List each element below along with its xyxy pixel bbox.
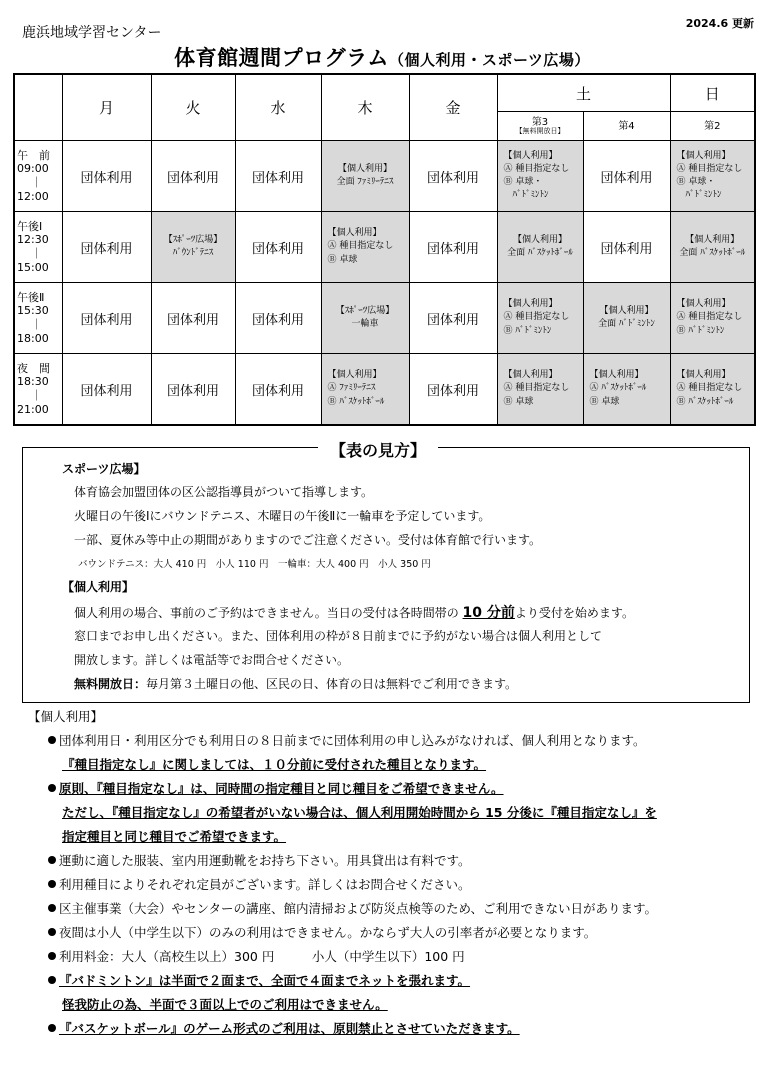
note-item xyxy=(62,827,286,845)
time-text: ｜ xyxy=(31,318,42,331)
program-line: Ⓑ ﾊﾞﾄﾞﾐﾝﾄﾝ xyxy=(676,325,725,336)
schedule-cell xyxy=(321,283,409,354)
center-name: 鹿浜地域学習センター xyxy=(22,25,162,41)
note-item xyxy=(48,971,470,989)
time-slot-label xyxy=(14,283,62,354)
bullet-icon xyxy=(48,952,56,960)
note-text: 利用種目によりそれぞれ定員がございます。詳しくはお問合せください。 xyxy=(59,877,471,892)
bullet-icon xyxy=(48,784,56,792)
group-use-label: 団体利用 xyxy=(251,312,304,328)
schedule-cell xyxy=(235,141,321,212)
legend-line: 窓口までお申し出ください。また、団体利用の枠が８日前までに予約がない場合は個人利用として xyxy=(74,629,603,643)
program-line: Ⓑ ﾊﾞｽｹｯﾄﾎﾞｰﾙ xyxy=(676,396,734,407)
program-line: 【個人利用】 xyxy=(676,370,731,381)
note-item xyxy=(48,1019,520,1037)
day-header: 月 xyxy=(62,74,151,141)
program-line: 全面 ﾊﾞｽｹｯﾄﾎﾞｰﾙ xyxy=(679,248,746,258)
schedule-cell xyxy=(235,212,321,283)
time-slot-row xyxy=(14,283,755,354)
schedule-cell xyxy=(235,354,321,426)
schedule-cell xyxy=(497,283,583,354)
legend-title: 【表の見方】 xyxy=(318,438,438,461)
program-line: Ⓑ 卓球 xyxy=(327,254,358,265)
sports-fees: バウンドテニス：大人 410 円 小人 110 円 一輪車：大人 400 円 小人 350 円 xyxy=(78,559,431,570)
time-text: ｜ xyxy=(31,176,42,189)
legend-line: 一部、夏休み等中止の期間がありますのでご注意ください。受付は体育館で行います。 xyxy=(74,533,542,547)
time-slot-label xyxy=(14,141,62,212)
program-line: Ⓑ 卓球 xyxy=(503,396,534,407)
sat-week-header: 第4 xyxy=(583,112,670,141)
group-use-label: 団体利用 xyxy=(251,383,304,399)
schedule-cell xyxy=(409,283,497,354)
time-text: ｜ xyxy=(31,247,42,260)
schedule-cell xyxy=(409,141,497,212)
time-slot-label xyxy=(14,354,62,426)
time-slot-label xyxy=(14,212,62,283)
program-line: Ⓐ ﾌｧﾐﾘｰﾃﾆｽ xyxy=(327,383,376,394)
bullet-icon xyxy=(48,880,56,888)
schedule-cell xyxy=(670,354,755,426)
schedule-cell xyxy=(151,354,235,426)
program-line: 【個人利用】 xyxy=(503,150,558,161)
schedule-cell xyxy=(670,283,755,354)
time-text: 12:00 xyxy=(17,189,49,203)
note-item xyxy=(62,803,657,821)
group-use-label: 団体利用 xyxy=(80,383,133,399)
updated-date: 2024.6 更新 xyxy=(685,17,754,30)
program-line: ﾊﾞﾄﾞﾐﾝﾄﾝ xyxy=(676,190,722,201)
schedule-cell xyxy=(670,141,755,212)
schedule-cell xyxy=(321,212,409,283)
time-text: 21:00 xyxy=(17,402,49,416)
free-day-label: 無料開放日： xyxy=(74,677,147,691)
time-text: 15:00 xyxy=(17,260,49,274)
note-item xyxy=(48,899,657,917)
program-line: Ⓐ 種目指定なし xyxy=(503,163,570,174)
program-line: 【個人利用】 xyxy=(512,234,567,245)
program-line: 【ｽﾎﾟｰﾂ広場】 xyxy=(335,305,395,316)
schedule-cell xyxy=(583,212,670,283)
schedule-cell xyxy=(583,283,670,354)
program-line: ﾊﾞｳﾝﾄﾞﾃﾆｽ xyxy=(172,248,214,258)
program-line: 全面 ﾊﾞｽｹｯﾄﾎﾞｰﾙ xyxy=(507,248,573,258)
group-use-label: 団体利用 xyxy=(600,241,653,257)
legend-line: 体育協会加盟団体の区公認指導員がついて指導します。 xyxy=(74,485,374,499)
schedule-cell xyxy=(321,354,409,426)
program-line: Ⓑ ﾊﾞｽｹｯﾄﾎﾞｰﾙ xyxy=(327,396,385,407)
note-text: 『種目指定なし』に関しましては、１０分前に受付された種目となります。 xyxy=(62,757,487,772)
time-text: ｜ xyxy=(31,389,42,402)
schedule-cell xyxy=(497,354,583,426)
note-text: 『バドミントン』は半面で２面まで、全面で４面までネットを張れます。 xyxy=(59,973,471,988)
bullet-icon xyxy=(48,928,56,936)
note-item xyxy=(48,779,504,797)
program-line: Ⓐ 種目指定なし xyxy=(676,163,743,174)
schedule-cell xyxy=(62,283,151,354)
schedule-cell xyxy=(497,141,583,212)
program-line: 全面 ﾌｧﾐﾘｰﾃﾆｽ xyxy=(336,177,394,187)
group-use-label: 団体利用 xyxy=(80,170,133,186)
free-day-line xyxy=(74,675,517,692)
corner-cell xyxy=(14,74,62,141)
time-slot-row xyxy=(14,212,755,283)
note-text: 区主催事業（大会）やセンターの講座、館内清掃および防災点検等のため、ご利用できない日があります。 xyxy=(59,901,658,916)
program-line: 【個人利用】 xyxy=(676,150,731,161)
title-main: 体育館週間プログラム xyxy=(174,46,389,70)
day-header: 木 xyxy=(321,74,409,141)
time-text: 18:00 xyxy=(17,331,49,345)
time-text: 12:30 xyxy=(17,233,49,247)
note-item xyxy=(48,947,465,965)
program-line: 【個人利用】 xyxy=(676,299,731,310)
schedule-cell xyxy=(151,212,235,283)
note-text: 『バスケットボール』のゲーム形式のご利用は、原則禁止とさせていただきます。 xyxy=(59,1021,520,1036)
program-line: 一輪車 xyxy=(351,319,379,329)
free-day-text: 毎月第３土曜日の他、区民の日、体育の日は無料でご利用できます。 xyxy=(146,677,518,691)
program-line: 【個人利用】 xyxy=(327,370,382,381)
program-line: 【個人利用】 xyxy=(503,370,558,381)
program-line: ﾊﾞﾄﾞﾐﾝﾄﾝ xyxy=(503,190,549,201)
legend-text: 個人利用の場合、事前のご予約はできません。当日の受付は各時間帯の xyxy=(74,606,463,620)
note-item xyxy=(48,923,596,941)
personal-heading: 【個人利用】 xyxy=(62,580,135,594)
group-use-label: 団体利用 xyxy=(166,383,219,399)
program-line: 【個人利用】 xyxy=(685,234,740,245)
title-sub: （個人利用・スポーツ広場） xyxy=(388,51,590,69)
program-line: Ⓐ ﾊﾞｽｹｯﾄﾎﾞｰﾙ xyxy=(589,383,647,394)
group-use-label: 団体利用 xyxy=(426,383,479,399)
schedule-table xyxy=(13,73,756,426)
sports-heading: スポーツ広場】 xyxy=(62,462,146,476)
note-text: 団体利用日・利用区分でも利用日の８日前までに団体利用の申し込みがなければ、個人利用となります。 xyxy=(59,733,646,748)
program-line: Ⓐ 種目指定なし xyxy=(503,383,570,394)
legend-line: 火曜日の午後Ⅰにバウンドテニス、木曜日の午後Ⅱに一輪車を予定しています。 xyxy=(74,509,491,523)
program-line: Ⓐ 種目指定なし xyxy=(676,383,743,394)
program-line: Ⓐ 種目指定なし xyxy=(503,312,570,323)
note-item xyxy=(62,995,388,1013)
program-line: 【個人利用】 xyxy=(599,305,654,316)
notes-heading: 【個人利用】 xyxy=(28,709,104,724)
bullet-icon xyxy=(48,1024,56,1032)
group-use-label: 団体利用 xyxy=(600,170,653,186)
schedule-cell xyxy=(409,212,497,283)
schedule-cell xyxy=(497,212,583,283)
time-text: 18:30 xyxy=(17,375,49,389)
day-header: 金 xyxy=(409,74,497,141)
group-use-label: 団体利用 xyxy=(166,170,219,186)
day-header: 水 xyxy=(235,74,321,141)
time-slot-row xyxy=(14,141,755,212)
bullet-icon xyxy=(48,736,56,744)
bullet-icon xyxy=(48,976,56,984)
bullet-icon xyxy=(48,904,56,912)
time-text: 午 前 xyxy=(17,148,50,162)
sat-week-header xyxy=(497,112,583,141)
group-use-label: 団体利用 xyxy=(80,312,133,328)
sun-week-header: 第2 xyxy=(670,112,755,141)
note-text: 運動に適した服装、室内用運動靴をお持ち下さい。用具貸出は有料です。 xyxy=(59,853,471,868)
schedule-cell xyxy=(62,141,151,212)
note-item xyxy=(48,851,471,869)
note-text: 原則、『種目指定なし』は、同時間の指定種目と同じ種目をご希望できません。 xyxy=(59,781,504,796)
schedule-cell xyxy=(321,141,409,212)
week-label: 第3 xyxy=(531,116,549,128)
note-text: ただし、『種目指定なし』の希望者がいない場合は、個人利用開始時間から 15 分後に『種目指定なし』を xyxy=(62,805,657,820)
note-item xyxy=(48,731,646,749)
legend-line xyxy=(74,602,634,622)
schedule-cell xyxy=(670,212,755,283)
schedule-cell xyxy=(62,354,151,426)
group-use-label: 団体利用 xyxy=(251,170,304,186)
schedule-cell xyxy=(409,354,497,426)
group-use-label: 団体利用 xyxy=(251,241,304,257)
time-text: 09:00 xyxy=(17,162,49,176)
group-use-label: 団体利用 xyxy=(166,312,219,328)
schedule-cell xyxy=(62,212,151,283)
legend-text: より受付を始めます。 xyxy=(514,606,634,620)
program-line: Ⓑ ﾊﾞﾄﾞﾐﾝﾄﾝ xyxy=(503,325,552,336)
group-use-label: 団体利用 xyxy=(426,241,479,257)
program-line: Ⓐ 種目指定なし xyxy=(676,312,743,323)
schedule-cell xyxy=(235,283,321,354)
schedule-cell xyxy=(151,141,235,212)
ten-minutes-highlight: 10 分前 xyxy=(462,605,515,621)
schedule-cell xyxy=(151,283,235,354)
day-header: 土 xyxy=(497,74,670,112)
program-line: 全面 ﾊﾞﾄﾞﾐﾝﾄﾝ xyxy=(598,319,655,329)
program-line: 【個人利用】 xyxy=(327,228,382,239)
time-text: 15:30 xyxy=(17,304,49,318)
program-line: 【ｽﾎﾟｰﾂ広場】 xyxy=(163,234,223,245)
day-header: 火 xyxy=(151,74,235,141)
group-use-label: 団体利用 xyxy=(426,312,479,328)
note-text: 利用料金：大人（高校生以上）300 円 小人（中学生以下）100 円 xyxy=(59,949,465,964)
legend-line: 開放します。詳しくは電話等でお問合せください。 xyxy=(74,653,350,667)
program-line: Ⓑ 卓球 xyxy=(589,396,620,407)
note-text: 指定種目と同じ種目でご希望できます。 xyxy=(62,829,287,844)
note-text: 夜間は小人（中学生以下）のみの利用はできません。かならず大人の引率者が必要となります。 xyxy=(59,925,597,940)
day-header: 日 xyxy=(670,74,755,112)
schedule-cell xyxy=(583,141,670,212)
program-line: 【個人利用】 xyxy=(503,299,558,310)
time-slot-row xyxy=(14,354,755,426)
note-item xyxy=(62,755,486,773)
program-line: 【個人利用】 xyxy=(589,370,644,381)
schedule-cell xyxy=(583,354,670,426)
group-use-label: 団体利用 xyxy=(426,170,479,186)
note-text: 怪我防止の為、半面で３面以上でのご利用はできません。 xyxy=(62,997,388,1012)
free-day-note: 【無料開放日】 xyxy=(515,126,565,135)
time-text: 夜 間 xyxy=(17,361,50,375)
time-text: 午後Ⅰ xyxy=(17,219,43,233)
bullet-icon xyxy=(48,856,56,864)
program-line: Ⓑ 卓球・ xyxy=(503,177,543,187)
program-line: 【個人利用】 xyxy=(337,163,392,174)
group-use-label: 団体利用 xyxy=(80,241,133,257)
note-item xyxy=(48,875,471,893)
time-text: 午後Ⅱ xyxy=(17,290,45,304)
program-line: Ⓑ 卓球・ xyxy=(676,177,716,187)
program-line: Ⓐ 種目指定なし xyxy=(327,241,394,252)
page-title xyxy=(0,42,764,72)
